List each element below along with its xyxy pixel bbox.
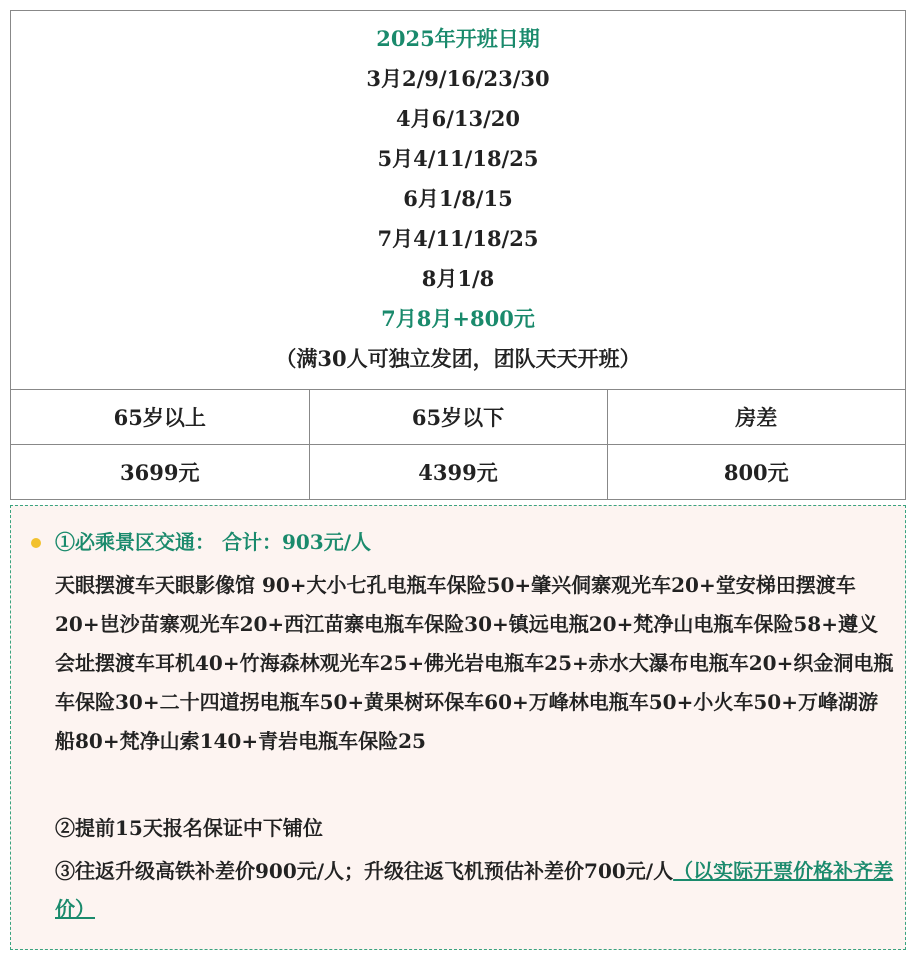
schedule-month-7: 7月4/11/18/25 bbox=[377, 226, 539, 251]
schedule-dates bbox=[11, 11, 905, 389]
schedule-month-3: 3月2/9/16/23/30 bbox=[366, 66, 550, 91]
upgrade-text: ③往返升级高铁补差价900元/人；升级往返飞机预估补差价700元/人 bbox=[55, 859, 674, 883]
upgrade-note bbox=[55, 852, 895, 928]
notes-box bbox=[10, 505, 906, 950]
price-under-65: 4399元 bbox=[309, 445, 607, 500]
price-value-row bbox=[11, 445, 905, 500]
price-over-65: 3699元 bbox=[11, 445, 309, 500]
berth-guarantee-note: ②提前15天报名保证中下铺位 bbox=[55, 816, 323, 840]
bullet-dot-icon bbox=[31, 538, 41, 548]
transport-details: 天眼摆渡车天眼影像馆 90+大小七孔电瓶车保险50+肇兴侗寨观光车20+堂安梯田摆渡车20+岜沙苗寨观光车20+西江苗寨电瓶车保险30+镇远电瓶20+梵净山电瓶车保险58+遵义会址摆渡车耳机40+竹海森林观光车25+佛光岩电瓶车25+赤水大瀑布电瓶车20+织金洞电瓶车保险30+二十四道拐电瓶车50+黄果树环保车60+万峰林电瓶车50+小火车50+万峰湖游船80+梵净山索140+青岩电瓶车保险25 bbox=[55, 573, 894, 753]
schedule-title: 2025年开班日期 bbox=[376, 26, 540, 51]
price-table bbox=[11, 389, 905, 499]
schedule-month-8: 8月1/8 bbox=[421, 266, 495, 291]
schedule-month-6: 6月1/8/15 bbox=[403, 186, 513, 211]
price-room-diff: 800元 bbox=[607, 445, 905, 500]
header-under-65: 65岁以下 bbox=[309, 390, 607, 445]
schedule-box bbox=[10, 10, 906, 500]
schedule-month-4: 4月6/13/20 bbox=[395, 106, 520, 131]
price-header-row bbox=[11, 390, 905, 445]
summer-surcharge: 7月8月+800元 bbox=[381, 306, 535, 331]
schedule-month-5: 5月4/11/18/25 bbox=[377, 146, 539, 171]
group-note: （满30人可独立发团，团队天天开班） bbox=[275, 346, 641, 371]
transport-title: ①必乘景区交通： 合计：903元/人 bbox=[55, 530, 372, 554]
header-over-65: 65岁以上 bbox=[11, 390, 309, 445]
header-room-diff: 房差 bbox=[607, 390, 905, 445]
ticket-price-link[interactable]: （以实际开票价格补齐差价） bbox=[55, 859, 894, 921]
